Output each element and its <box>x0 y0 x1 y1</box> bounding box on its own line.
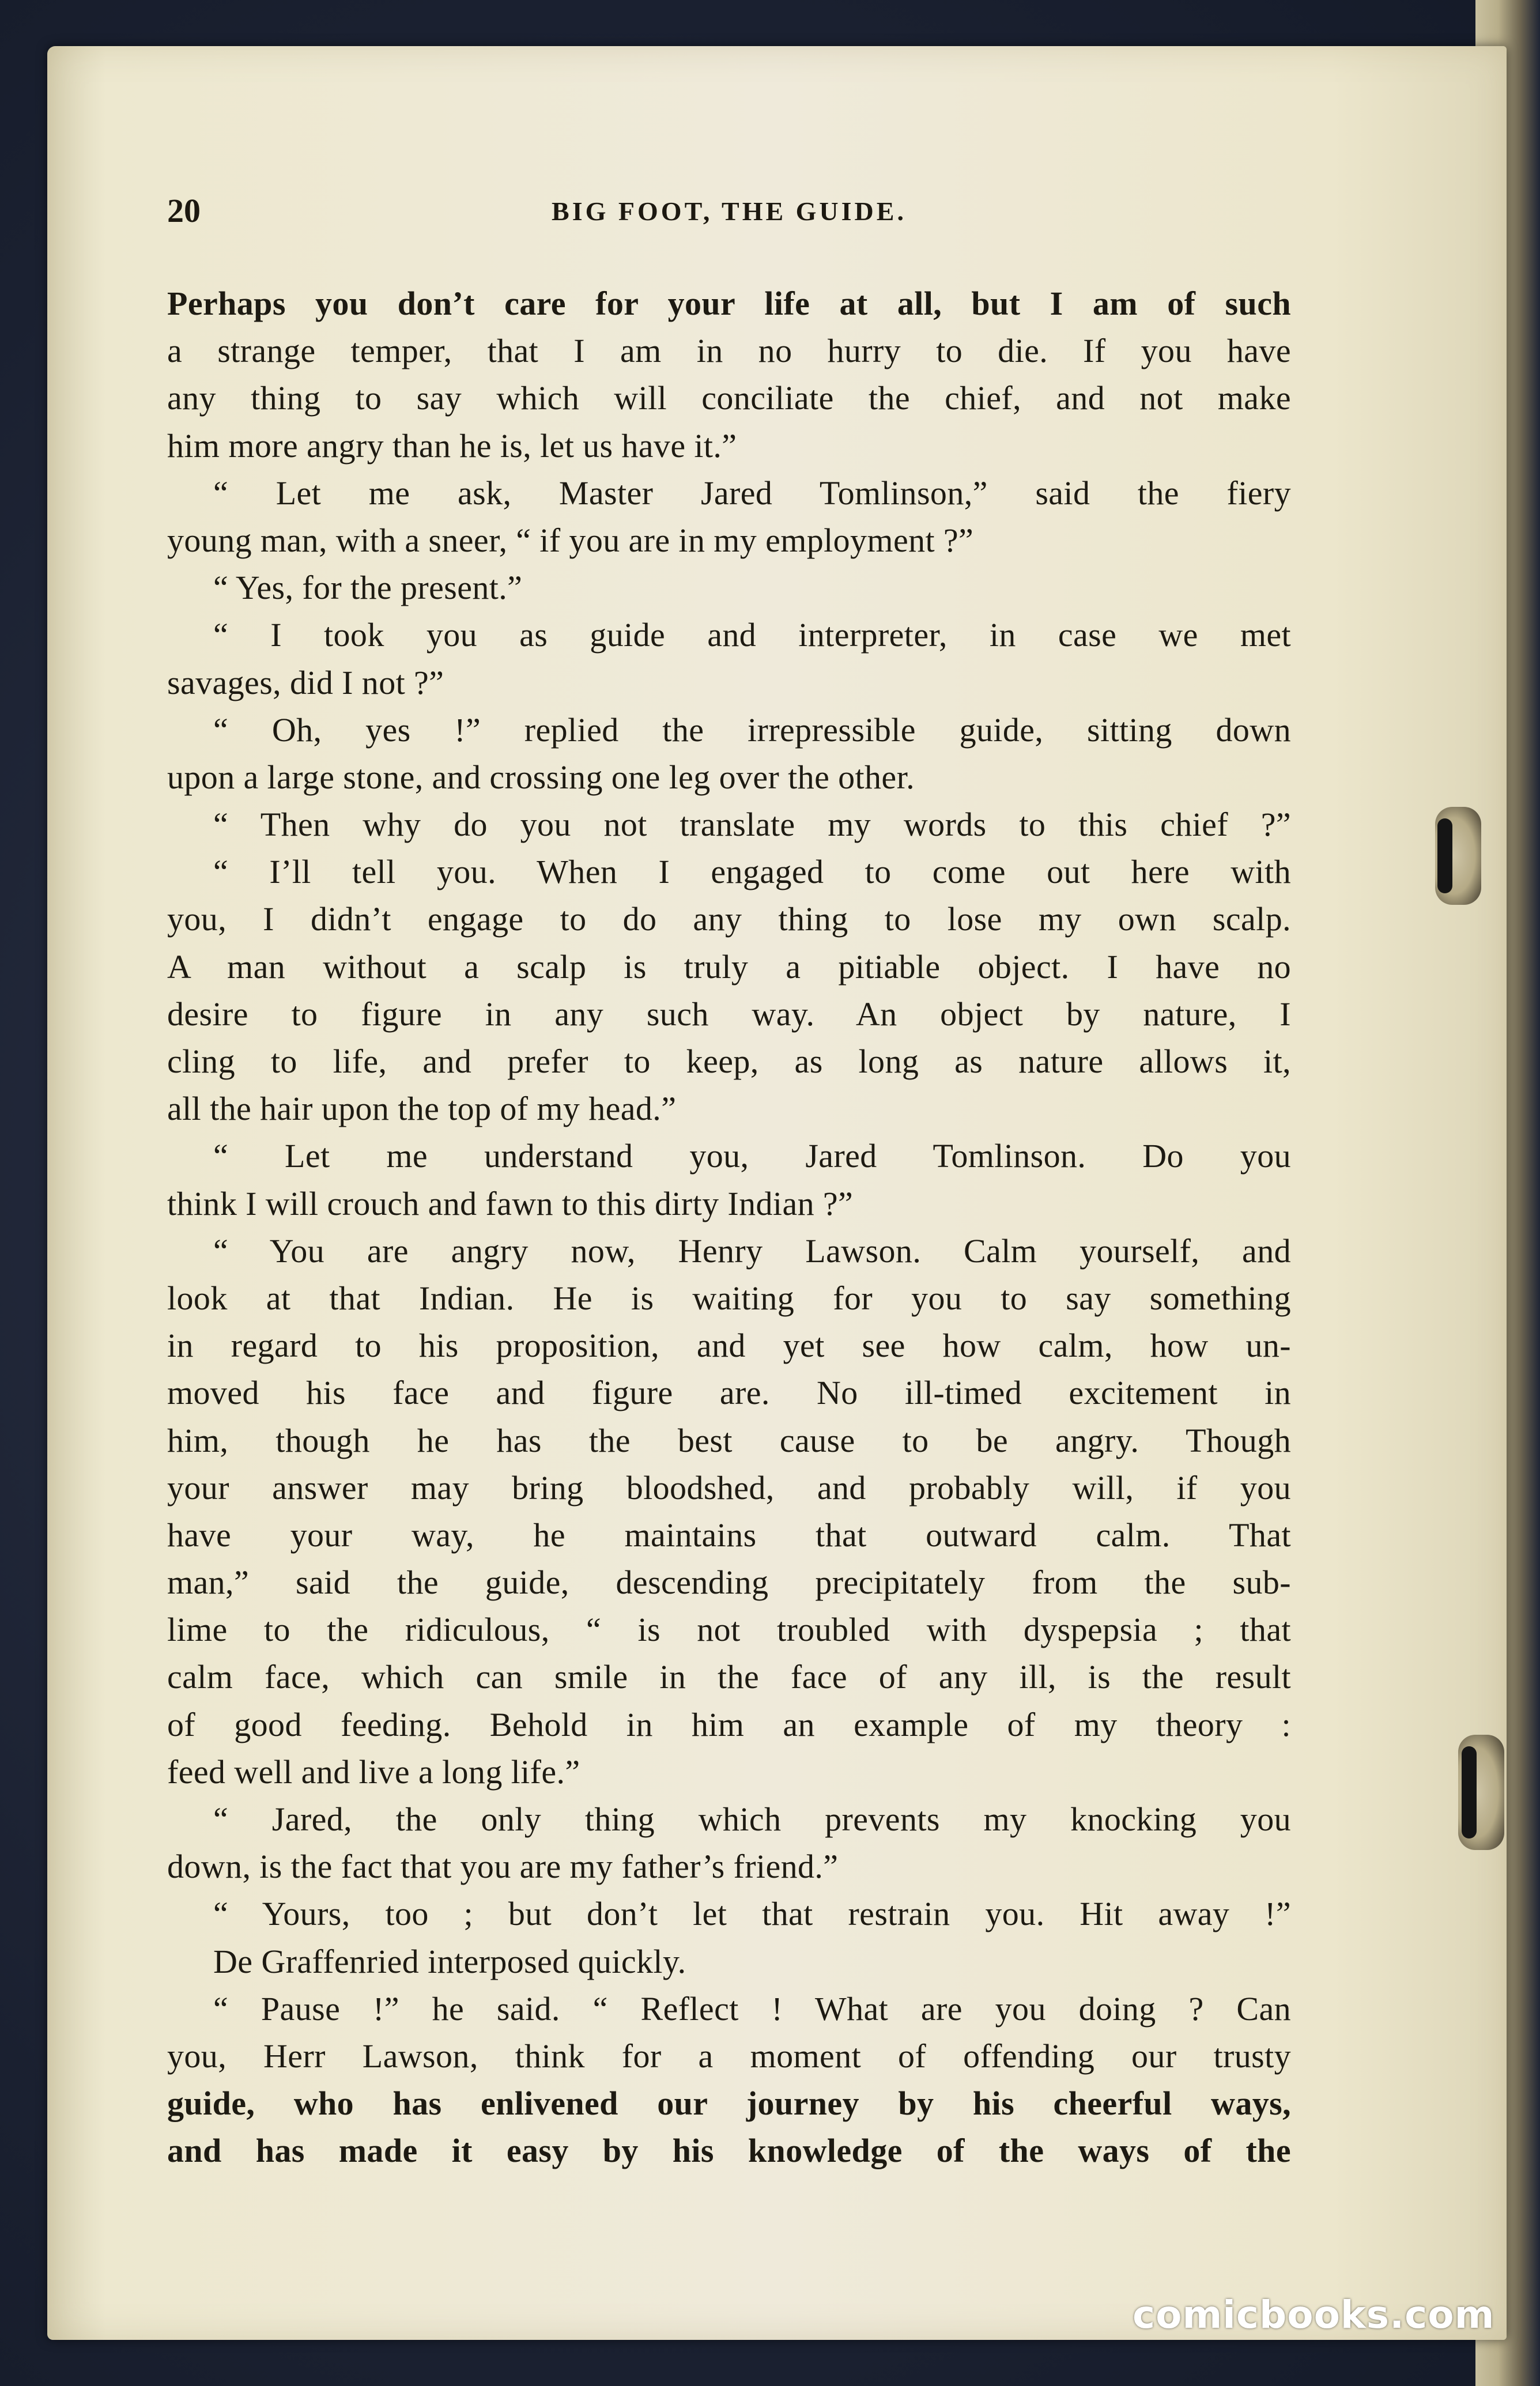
text-line: and has made it easy by his knowledge of the ways of the <box>167 2132 1291 2170</box>
text-line: moved his face and figure are. No ill-timed excitement in <box>167 1374 1291 1412</box>
text-line: “ I took you as guide and interpreter, in case we met <box>213 616 1291 654</box>
text-line: “ Pause !” he said. “ Reflect ! What are you doing ? Can <box>213 1989 1291 2028</box>
text-line: your answer may bring bloodshed, and probably will, if you <box>167 1468 1291 1507</box>
page-header <box>167 191 1291 237</box>
text-line: in regard to his proposition, and yet see how calm, how un- <box>167 1327 1291 1365</box>
text-line: look at that Indian. He is waiting for you to say something <box>167 1279 1291 1317</box>
text-line: think I will crouch and fawn to this dirty Indian ?” <box>167 1184 854 1222</box>
text-line: all the hair upon the top of my head.” <box>167 1090 677 1128</box>
text-line: A man without a scalp is truly a pitiable object. I have no <box>167 947 1291 986</box>
text-line: “ I’ll tell you. When I engaged to come out here with <box>213 853 1291 891</box>
text-line: him more angry than he is, let us have it.” <box>167 426 737 465</box>
text-line: feed well and live a long life.” <box>167 1753 580 1791</box>
text-line: man,” said the guide, descending precipitately from the sub- <box>167 1564 1291 1602</box>
page-number: 20 <box>167 192 201 229</box>
text-line: down, is the fact that you are my father’s friend.” <box>167 1848 839 1886</box>
watermark: comicbooks.com <box>1133 2293 1495 2337</box>
text-line: you, Herr Lawson, think for a moment of offending our trusty <box>167 2037 1291 2075</box>
text-line: Perhaps you don’t care for your life at all, but I am of such <box>167 285 1291 322</box>
text-line: “ Let me understand you, Jared Tomlinson. Do you <box>213 1137 1291 1175</box>
text-line: “ Yours, too ; but don’t let that restrain you. Hit away !” <box>213 1895 1291 1933</box>
body-text <box>167 280 1291 2175</box>
text-line: “ You are angry now, Henry Lawson. Calm yourself, and <box>213 1232 1291 1270</box>
text-line: calm face, which can smile in the face of any ill, is the result <box>167 1658 1291 1696</box>
text-line: savages, did I not ?” <box>167 663 444 701</box>
binding-hole-bottom <box>1462 1746 1477 1838</box>
text-line: desire to figure in any such way. An object by nature, I <box>167 995 1291 1033</box>
text-line: a strange temper, that I am in no hurry to die. If you have <box>167 332 1291 370</box>
text-line: “ Let me ask, Master Jared Tomlinson,” said the fiery <box>213 474 1291 512</box>
running-head: BIG FOOT, THE GUIDE. <box>552 197 907 226</box>
text-line: “ Oh, yes !” replied the irrepressible guide, sitting down <box>213 711 1291 749</box>
text-line: guide, who has enlivened our journey by his cheerful ways, <box>167 2085 1291 2123</box>
text-line: you, I didn’t engage to do any thing to lose my own scalp. <box>167 900 1291 938</box>
text-line: cling to life, and prefer to keep, as long as nature allows it, <box>167 1043 1291 1080</box>
text-line: De Graffenried interposed quickly. <box>213 1942 686 1980</box>
text-line: any thing to say which will conciliate the chief, and not make <box>167 379 1291 417</box>
text-line: lime to the ridiculous, “ is not troubled with dyspepsia ; that <box>167 1611 1291 1649</box>
text-line: of good feeding. Behold in him an example of my theory : <box>167 1705 1291 1743</box>
binding-hole-top <box>1437 818 1452 893</box>
text-line: have your way, he maintains that outward calm. That <box>167 1516 1291 1554</box>
text-line: him, though he has the best cause to be angry. Though <box>167 1421 1291 1459</box>
text-line: upon a large stone, and crossing one leg over the other. <box>167 758 915 796</box>
text-line: “ Yes, for the present.” <box>213 569 523 607</box>
text-line: young man, with a sneer, “ if you are in my employment ?” <box>167 521 974 559</box>
text-line: “ Then why do you not translate my words to this chief ?” <box>213 806 1291 844</box>
text-line: “ Jared, the only thing which prevents my knocking you <box>213 1800 1291 1838</box>
